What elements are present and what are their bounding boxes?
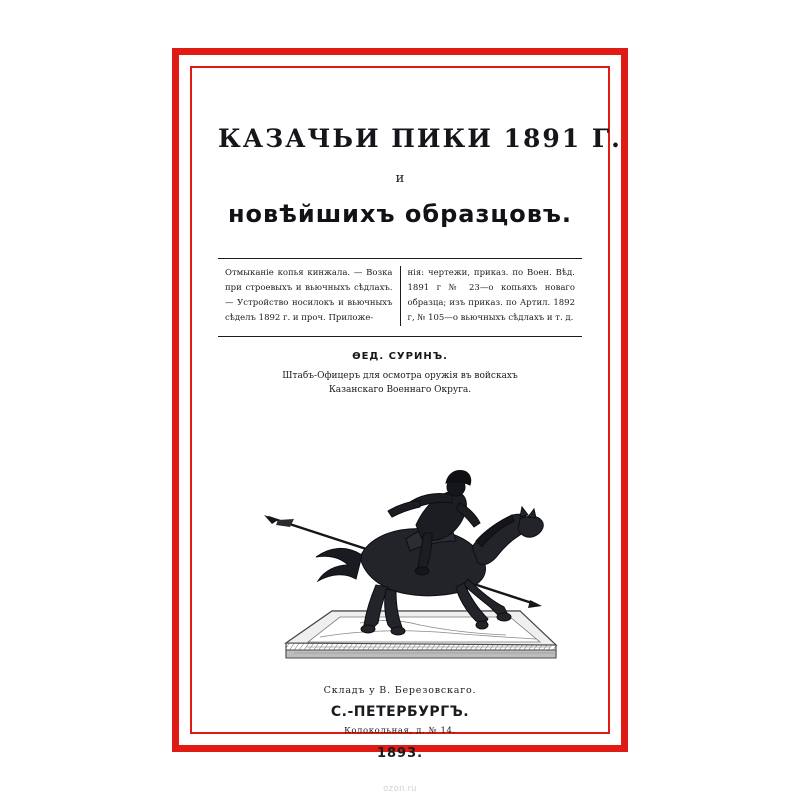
city-line: С.-ПЕТЕРБУРГЪ. <box>330 704 470 721</box>
depot-line: Складъ у В. Березовскаго. <box>323 685 477 697</box>
year-line: 1893. <box>376 746 424 762</box>
page-subtitle: новѣйшихъ образцовъ. <box>227 200 573 228</box>
author-name: ѲЕД. СУРИНЪ. <box>352 350 448 362</box>
divider-top <box>218 258 582 259</box>
summary-text-right: нія: чертежи, приказ. по Воен. Вѣд. 1891 г № 23—о копьяхъ новаго образца; изъ приказ. по Артил. 1892 г, № 105—о вьючныхъ сѣдлахъ и т. д. <box>407 268 575 323</box>
watermark: ozon.ru <box>383 783 417 793</box>
address-line: Колокольная, д. № 14. <box>344 726 456 737</box>
page-title: КАЗАЧЬИ ПИКИ 1891 Г. <box>218 124 622 153</box>
author-role-line-2: Казанскаго Военнаго Округа. <box>328 384 472 395</box>
summary-text-left: Отмыканіе копья кинжала. — Возка при строевыхъ и вьючныхъ сѣдлахъ. — Устройство носилокъ и вьючныхъ сѣделъ 1892 г. и проч. Приложе- <box>225 268 393 323</box>
divider-bottom <box>218 336 582 337</box>
summary-column-right <box>401 266 583 326</box>
imprint-block <box>218 685 582 761</box>
cover-illustration <box>218 407 582 677</box>
title-conjunction: и <box>395 171 405 186</box>
cover-outer-frame <box>172 48 628 762</box>
summary-column-left <box>218 266 401 326</box>
author-role <box>218 369 582 398</box>
cossack-lancer-statue-icon <box>220 407 580 677</box>
author-role-line-1: Штабъ-Офицеръ для осмотра оружія въ войскахъ <box>282 370 518 381</box>
statue-base <box>286 611 556 658</box>
cover-content <box>218 88 622 762</box>
summary-block <box>218 266 582 326</box>
cover-inner-frame <box>190 66 622 762</box>
